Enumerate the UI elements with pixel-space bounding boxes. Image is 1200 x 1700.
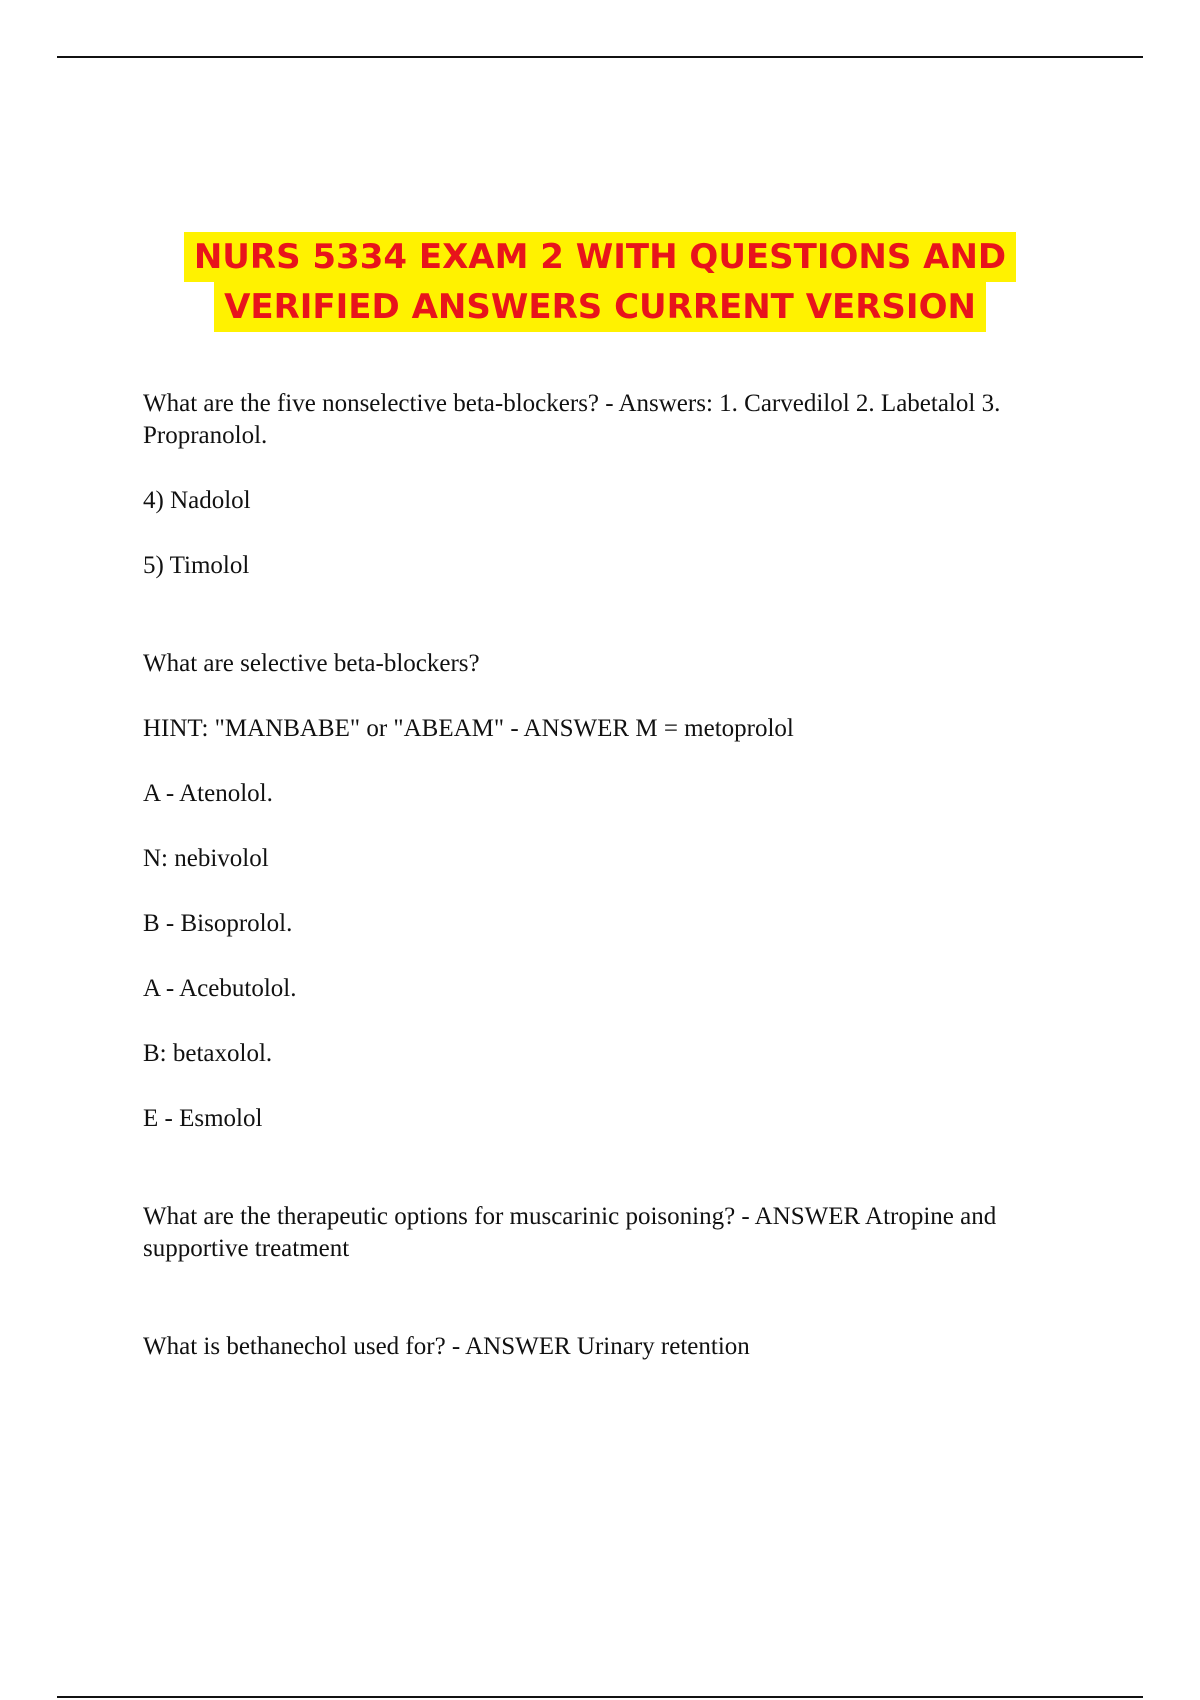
title-line-1: NURS 5334 EXAM 2 WITH QUESTIONS AND xyxy=(184,232,1016,282)
answer-item: A - Atenolol. xyxy=(143,780,273,807)
question-4: What is bethanechol used for? - ANSWER Urinary retention xyxy=(143,1333,750,1360)
answer-item: A - Acebutolol. xyxy=(143,975,297,1002)
answer-item: B: betaxolol. xyxy=(143,1040,273,1067)
document-title xyxy=(0,232,1200,332)
document-body xyxy=(143,388,1103,1363)
answer-item: N: nebivolol xyxy=(143,845,269,872)
top-divider xyxy=(57,56,1143,58)
question-3: What are the therapeutic options for muscarinic poisoning? - ANSWER Atropine and supportive treatment xyxy=(143,1203,997,1262)
question-2: What are selective beta-blockers? xyxy=(143,650,480,677)
question-1: What are the five nonselective beta-blockers? - Answers: 1. Carvedilol 2. Labetalol 3. Propranolol. xyxy=(143,390,1001,449)
question-2-hint: HINT: "MANBABE" or "ABEAM" - ANSWER M = metoprolol xyxy=(143,715,794,742)
answer-item: B - Bisoprolol. xyxy=(143,910,293,937)
answer-item: E - Esmolol xyxy=(143,1105,263,1132)
answer-item: 5) Timolol xyxy=(143,552,250,579)
title-line-2: VERIFIED ANSWERS CURRENT VERSION xyxy=(214,282,986,332)
answer-item: 4) Nadolol xyxy=(143,487,251,514)
bottom-divider xyxy=(57,1696,1143,1698)
